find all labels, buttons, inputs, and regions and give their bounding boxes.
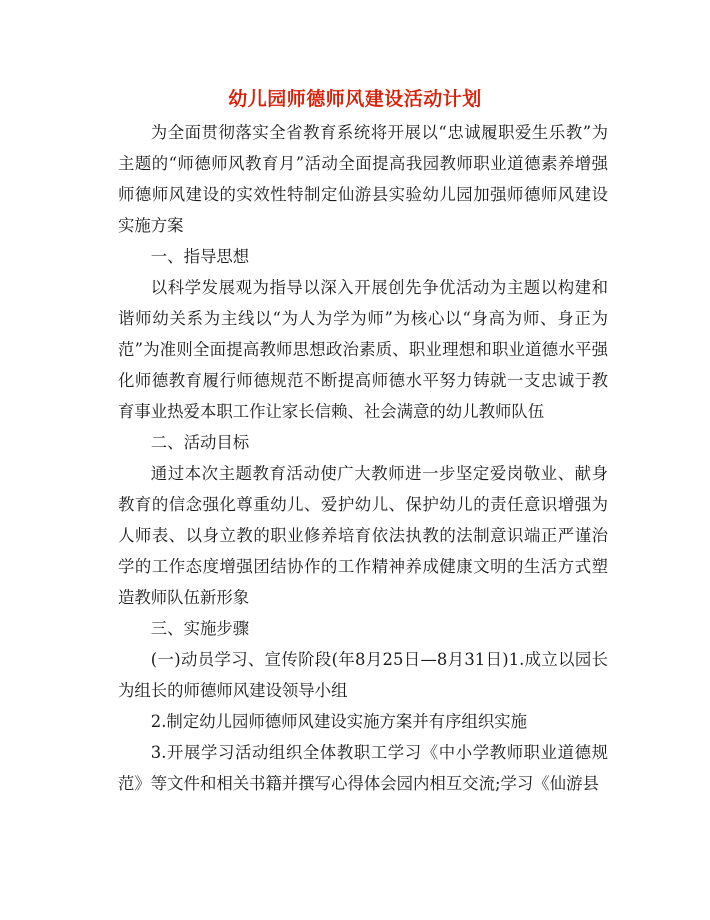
section-heading-activity-goals: 二、活动目标 [150, 433, 250, 452]
document-title: 幼儿园师德师风建设活动计划 [228, 88, 482, 110]
step-paragraph: (一)动员学习、宣传阶段(年8月25日—8月31日)1.成立以园长为组长的师德师风建设领导小组 [118, 650, 608, 700]
intro-paragraph: 为全面贯彻落实全省教育系统将开展以“忠诚履职爱生乐教”为主题的“师德师风教育月”活动全面提高我园教师职业道德素养增强师德师风建设的实效性特制定仙游县实验幼儿园加强师德师风建设实施方案 [118, 123, 608, 235]
step-paragraph: 3.开展学习活动组织全体教职工学习《中小学教师职业道德规范》等文件和相关书籍并撰写心得体会园内相互交流;学习《仙游县 [118, 743, 608, 793]
activity-goals-paragraph: 通过本次主题教育活动使广大教师进一步坚定爱岗敬业、献身教育的信念强化尊重幼儿、爱护幼儿、保护幼儿的责任意识增强为人师表、以身立教的职业修养培育依法执教的法制意识端正严谨治学的工作态度增强团结协作的工作精神养成健康文明的生活方式塑造教师队伍新形象 [118, 464, 608, 607]
guiding-thought-paragraph: 以科学发展观为指导以深入开展创先争优活动为主题以构建和谐师幼关系为主线以“为人为学为师”为核心以“身高为师、身正为范”为准则全面提高教师思想政治素质、职业理想和职业道德水平强化师德教育履行师德规范不断提高师德水平努力铸就一支忠诚于教育事业热爱本职工作让家长信赖、社会满意的幼儿教师队伍 [118, 278, 608, 421]
section-heading-implementation-steps: 三、实施步骤 [150, 619, 250, 638]
document-body [118, 117, 608, 799]
section-heading-guiding-thought: 一、指导思想 [150, 247, 250, 266]
step-paragraph: 2.制定幼儿园师德师风建设实施方案并有序组织实施 [150, 712, 528, 731]
